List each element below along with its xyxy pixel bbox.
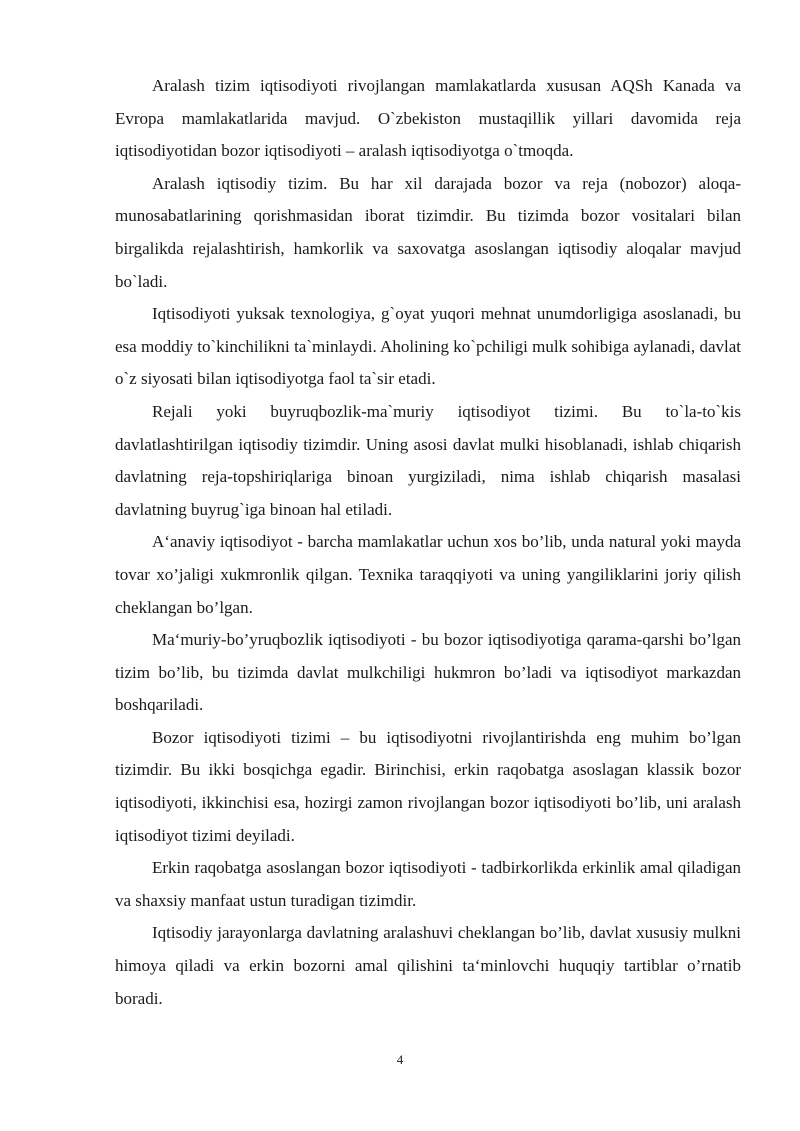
paragraph-free-competition-market: Erkin raqobatga asoslangan bozor iqtisodiyoti - tadbirkorlikda erkinlik amal qiladigan va shaxsiy manfaat ustun turadigan tizimdir. <box>115 858 741 910</box>
paragraph-market-economy-system: Bozor iqtisodiyoti tizimi – bu iqtisodiyotni rivojlantirishda eng muhim bo’lgan tizimdir. Bu ikki bosqichga egadir. Birinchisi, erkin raqobatga asoslagan klassik bozor iqtisodiyoti, ikkinchisi esa, hozirgi zamon rivojlangan bozor iqtisodiyoti bo’lib, uni aralash iqtisodiyot tizimi deyiladi. <box>115 727 741 845</box>
paragraph-administrative-command-economy: Ma‘muriy-bo’yruqbozlik iqtisodiyoti - bu bozor iqtisodiyotiga qarama-qarshi bo’lgan tizim bo’lib, bu tizimda davlat mulkchiligi hukmron bo’ladi va iqtisodiyot markazdan boshqariladi. <box>115 630 741 715</box>
paragraph-planned-command-economy: Rejali yoki buyruqbozlik-ma`muriy iqtisodiyot tizimi. Bu to`la-to`kis davlatlashtirilgan iqtisodiy tizimdir. Uning asosi davlat mulki hisoblanadi, ishlab chiqarish davlatning reja-topshiriqlariga binoan yurgiziladi, nima ishlab chiqarish masalasi davlatning buyrug`iga binoan hal etiladi. <box>115 401 741 519</box>
page-number: 4 <box>396 1052 404 1067</box>
document-body <box>115 70 741 1015</box>
paragraph-traditional-economy: A‘anaviy iqtisodiyot - barcha mamlakatlar uchun xos bo’lib, unda natural yoki mayda tovar xo’jaligi xukmronlik qilgan. Texnika taraqqiyoti va uning yangiliklarini joriy qilish cheklangan bo’lgan. <box>115 532 741 617</box>
paragraph-high-technology-economy: Iqtisodiyoti yuksak texnologiya, g`oyat yuqori mehnat unumdorligiga asoslanadi, bu esa moddiy to`kinchilikni ta`minlaydi. Aholining ko`pchiligi mulk sohibiga aylanadi, davlat o`z siyosati bilan iqtisodiyotga faol ta`sir etadi. <box>115 304 741 389</box>
paragraph-state-intervention: Iqtisodiy jarayonlarga davlatning aralashuvi cheklangan bo’lib, davlat xususiy mulkni himoya qiladi va erkin bozorni amal qilishini ta‘minlovchi huquqiy tartiblar o’rnatib boradi. <box>115 923 741 1008</box>
paragraph-mixed-economic-system: Aralash iqtisodiy tizim. Bu har xil darajada bozor va reja (nobozor) aloqa-munosabatlarining qorishmasidan iborat tizimdir. Bu tizimda bozor vositalari bilan birgalikda rejalashtirish, hamkorlik va saxovatga asoslangan iqtisodiy aloqalar mavjud bo`ladi. <box>115 173 741 291</box>
paragraph-mixed-economy-countries: Aralash tizim iqtisodiyoti rivojlangan mamlakatlarda xususan AQSh Kanada va Evropa mamlakatlarida mavjud. O`zbekiston mustaqillik yillari davomida reja iqtisodiyotidan bozor iqtisodiyoti – aralash iqtisodiyotga o`tmoqda. <box>115 76 741 161</box>
